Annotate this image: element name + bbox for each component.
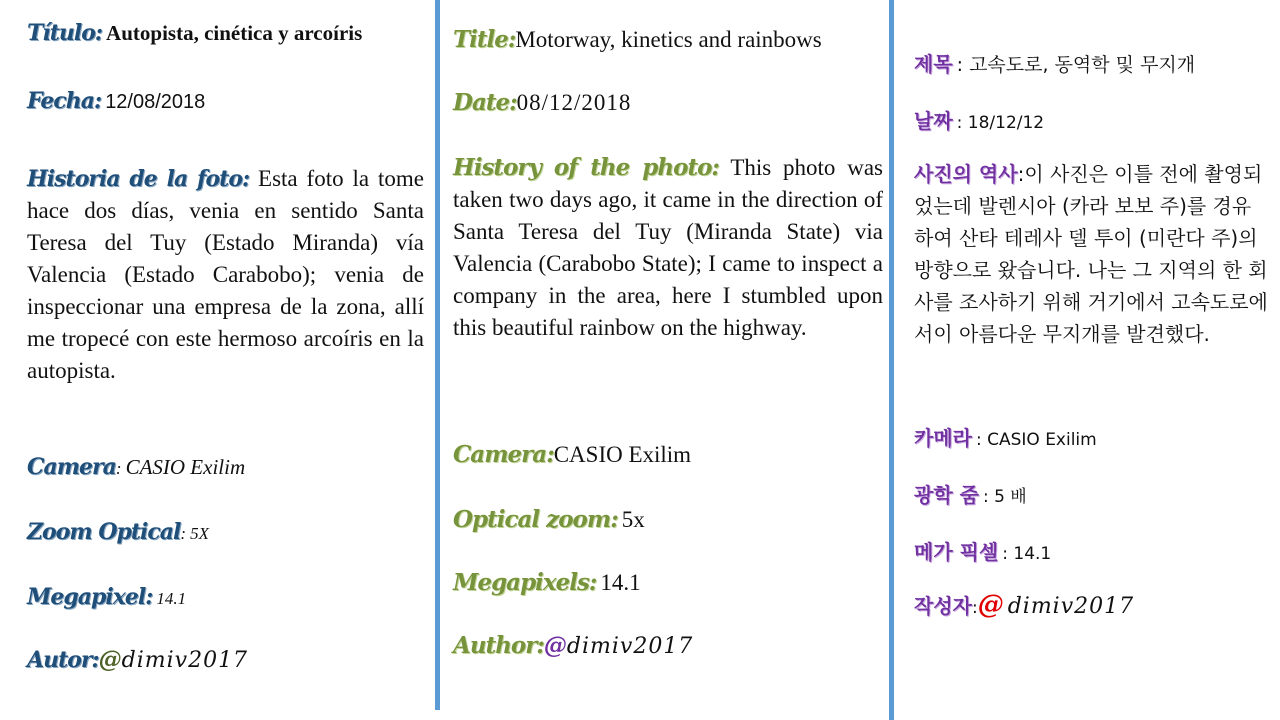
title-value-ko: : 고속도로, 동역학 및 무지개 xyxy=(956,54,1196,76)
zoom-row-en xyxy=(453,506,883,533)
autor-row xyxy=(27,646,424,673)
zoom-value-ko: : 5 배 xyxy=(982,487,1027,507)
megapixels-row-en xyxy=(453,569,883,596)
autor-at: @ xyxy=(98,646,122,673)
date-row-ko xyxy=(914,105,1268,134)
date-label-ko: 날짜 xyxy=(914,109,953,133)
author-value-en: dimiv2017 xyxy=(566,634,694,659)
megapixel-value-ko: : 14.1 xyxy=(1002,544,1052,564)
camera-label-ko: 카메라 xyxy=(914,426,972,450)
megapixel-row-ko xyxy=(914,536,1268,565)
fecha-label: Fecha: xyxy=(27,88,102,114)
history-value-ko: :이 사진은 이틀 전에 촬영되었는데 발렌시아 (카라 보보 주)를 경유하여 산타 테레사 델 투이 (미란다 주)의 방향으로 왔습니다. 나는 그 지역의 한 회사를 조사하기 위해 거기에서 고속도로에서이 아름다운 무지개를 발견했다. xyxy=(914,162,1268,346)
title-row-ko xyxy=(914,48,1268,77)
camera-label-en: Camera: xyxy=(453,441,554,468)
camera-value-ko: : CASIO Exilim xyxy=(975,430,1097,450)
zoom-row-ko xyxy=(914,479,1268,508)
fecha-row xyxy=(27,88,424,114)
megapixel-label-ko: 메가 픽셀 xyxy=(914,540,999,564)
author-value-ko: dimiv2017 xyxy=(1007,594,1135,619)
camera-row-en xyxy=(453,441,883,468)
history-paragraph xyxy=(453,152,883,344)
history-label-ko: 사진의 역사 xyxy=(914,162,1018,186)
autor-value: dimiv2017 xyxy=(121,648,249,673)
camera-row xyxy=(27,454,424,480)
title-label-ko: 제목 xyxy=(914,52,953,76)
camera-value-en: CASIO Exilim xyxy=(553,442,692,467)
camera-label: Camera xyxy=(27,454,116,480)
date-row xyxy=(453,89,883,116)
historia-value: Esta foto la tome hace dos días, venia en sentido Santa Teresa del Tuy (Estado Miranda) vía Valencia (Estado Carabobo); venia de inspeccionar una empresa de la zona, allí me tropecé con este hermoso arcoíris en la autopista. xyxy=(27,166,424,383)
camera-row-ko xyxy=(914,422,1268,451)
author-at-ko: @ xyxy=(977,590,1004,620)
zoom-value-en: 5x xyxy=(621,507,645,532)
history-label: History of the photo: xyxy=(453,154,719,181)
author-at-en: @ xyxy=(543,632,567,659)
author-label-ko: 작성자 xyxy=(914,594,972,618)
date-value-ko: : 18/12/12 xyxy=(956,113,1045,133)
title-label: Title: xyxy=(453,26,516,53)
zoom-label-ko: 광학 줌 xyxy=(914,483,979,507)
titulo-value: Autopista, cinética y arcoíris xyxy=(106,21,363,45)
title-row xyxy=(453,26,883,53)
historia-paragraph xyxy=(27,163,424,387)
date-value: 08/12/2018 xyxy=(516,90,632,115)
column-divider-right xyxy=(889,0,894,720)
titulo-label: Título: xyxy=(27,20,103,46)
megapixel-row xyxy=(27,584,424,610)
author-row-en xyxy=(453,632,883,659)
fecha-value: 12/08/2018 xyxy=(105,91,206,113)
zoom-row xyxy=(27,519,424,545)
author-row-ko xyxy=(914,590,1268,620)
historia-label: Historia de la foto: xyxy=(27,166,250,192)
date-label: Date: xyxy=(453,89,517,116)
megapixels-label-en: Megapixels: xyxy=(453,569,597,596)
history-value: This photo was taken two days ago, it came in the direction of Santa Teresa del Tuy (Miranda State) via Valencia (Carabobo State); I came to inspect a company in the area, here I stumbled upon this beautiful rainbow on the highway. xyxy=(453,155,883,340)
author-label-en: Author: xyxy=(453,632,544,659)
autor-label: Autor: xyxy=(27,647,99,673)
titulo-row xyxy=(27,20,424,46)
zoom-label: Zoom Optical xyxy=(27,519,181,545)
title-value: Motorway, kinetics and rainbows xyxy=(515,27,822,52)
camera-value: CASIO Exilim xyxy=(125,455,246,479)
megapixel-value: 14.1 xyxy=(156,589,187,608)
history-paragraph-ko xyxy=(914,158,1268,350)
column-divider-left xyxy=(435,0,440,710)
zoom-sep: : xyxy=(180,524,187,543)
zoom-label-en: Optical zoom: xyxy=(453,506,618,533)
camera-sep: : xyxy=(115,459,122,478)
zoom-value: 5X xyxy=(190,524,209,543)
author-sep-ko: : xyxy=(971,598,978,618)
megapixel-label: Megapixel: xyxy=(27,584,153,610)
megapixels-value-en: 14.1 xyxy=(600,570,641,595)
